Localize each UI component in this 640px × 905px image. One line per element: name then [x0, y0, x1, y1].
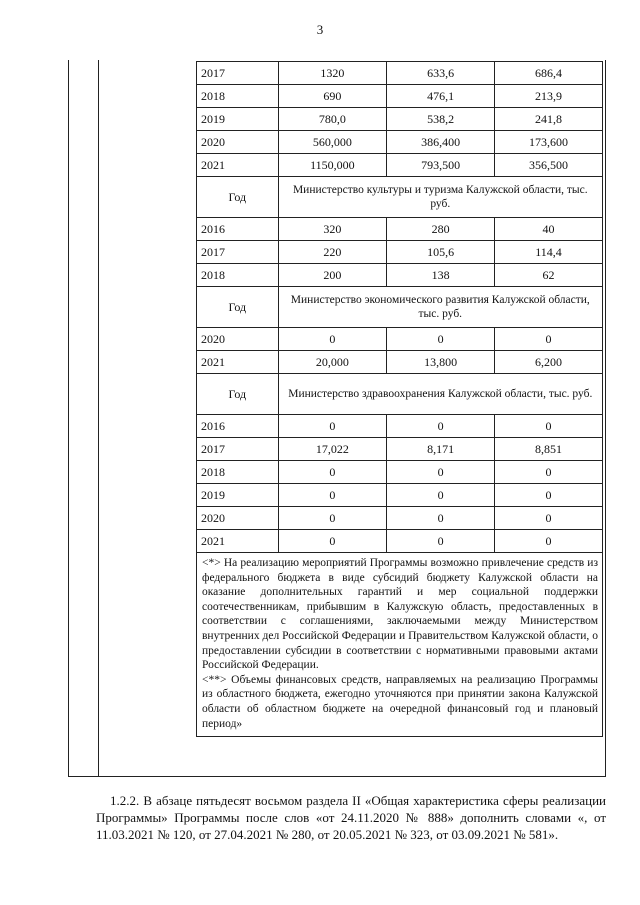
total-cell: 1320 [278, 62, 387, 85]
total-cell: 1150,000 [278, 154, 387, 177]
year-cell: 2021 [197, 530, 279, 553]
total-cell: 0 [278, 461, 387, 484]
year-cell: 2016 [197, 218, 279, 241]
footnote-cell [197, 553, 603, 737]
year-header: Год [197, 177, 279, 218]
amendment-text: 1.2.2. В абзаце пятьдесят восьмом раздела II «Общая характеристика сферы реализации Программы» Программы после слов «от 24.11.2020 № 888» дополнить словами «, от 11.03.2021 № 120, от 27.04.2021 № 280, от 20.05.2021 № 323, от 03.09.2021 № 581». [96, 793, 606, 842]
table-row [197, 507, 603, 530]
federal-cell: 0 [495, 507, 603, 530]
ministry-title: Министерство здравоохранения Калужской области, тыс. руб. [278, 374, 602, 415]
table-row [197, 351, 603, 374]
page-number: 3 [316, 22, 324, 37]
table-row [197, 241, 603, 264]
total-cell: 0 [278, 415, 387, 438]
section-header-row [197, 374, 603, 415]
federal-cell: 40 [495, 218, 603, 241]
table-row [197, 530, 603, 553]
federal-cell: 6,200 [495, 351, 603, 374]
total-cell: 17,022 [278, 438, 387, 461]
regional-cell: 0 [387, 530, 495, 553]
federal-cell: 0 [495, 415, 603, 438]
regional-cell: 0 [387, 328, 495, 351]
federal-cell: 173,600 [495, 131, 603, 154]
year-cell: 2020 [197, 328, 279, 351]
regional-cell: 0 [387, 415, 495, 438]
table-row [197, 154, 603, 177]
year-cell: 2021 [197, 351, 279, 374]
footnote-regional-budget: <**> Объемы финансовых средств, направляемых на реализацию Программы из областного бюджета, ежегодно уточняются при принятии закона Калужской области об областном бюджете на очередной финансовый год и плановый период» [202, 673, 598, 730]
table-row [197, 415, 603, 438]
federal-cell: 114,4 [495, 241, 603, 264]
year-cell: 2021 [197, 154, 279, 177]
total-cell: 560,000 [278, 131, 387, 154]
federal-cell: 62 [495, 264, 603, 287]
federal-cell: 0 [495, 484, 603, 507]
table-row [197, 108, 603, 131]
table-row [197, 264, 603, 287]
total-cell: 0 [278, 507, 387, 530]
year-cell: 2016 [197, 415, 279, 438]
total-cell: 0 [278, 484, 387, 507]
federal-cell: 0 [495, 530, 603, 553]
federal-cell: 0 [495, 328, 603, 351]
regional-cell: 538,2 [387, 108, 495, 131]
regional-cell: 138 [387, 264, 495, 287]
year-cell: 2018 [197, 461, 279, 484]
regional-cell: 0 [387, 461, 495, 484]
total-cell: 690 [278, 85, 387, 108]
table-row [197, 131, 603, 154]
regional-cell: 280 [387, 218, 495, 241]
year-cell: 2017 [197, 438, 279, 461]
federal-cell: 8,851 [495, 438, 603, 461]
federal-cell: 686,4 [495, 62, 603, 85]
footnote-row [197, 553, 603, 737]
ministry-title: Министерство экономического развития Калужской области, тыс. руб. [278, 287, 602, 328]
table-row [197, 328, 603, 351]
total-cell: 200 [278, 264, 387, 287]
regional-cell: 0 [387, 484, 495, 507]
year-cell: 2020 [197, 131, 279, 154]
table-row [197, 85, 603, 108]
table-row [197, 461, 603, 484]
regional-cell: 633,6 [387, 62, 495, 85]
year-header: Год [197, 287, 279, 328]
ministry-title: Министерство культуры и туризма Калужской области, тыс. руб. [278, 177, 602, 218]
federal-cell: 241,8 [495, 108, 603, 131]
year-cell: 2018 [197, 85, 279, 108]
table-row [197, 218, 603, 241]
regional-cell: 8,171 [387, 438, 495, 461]
regional-cell: 13,800 [387, 351, 495, 374]
total-cell: 780,0 [278, 108, 387, 131]
budget-table [196, 61, 603, 737]
federal-cell: 356,500 [495, 154, 603, 177]
regional-cell: 386,400 [387, 131, 495, 154]
section-header-row [197, 287, 603, 328]
total-cell: 220 [278, 241, 387, 264]
regional-cell: 793,500 [387, 154, 495, 177]
regional-cell: 476,1 [387, 85, 495, 108]
section-header-row [197, 177, 603, 218]
outer-table-column-divider [98, 60, 99, 776]
table-row [197, 484, 603, 507]
year-cell: 2019 [197, 108, 279, 131]
year-cell: 2018 [197, 264, 279, 287]
total-cell: 0 [278, 530, 387, 553]
amendment-paragraph [96, 792, 606, 843]
regional-cell: 0 [387, 507, 495, 530]
year-header: Год [197, 374, 279, 415]
footnote-federal-funds: <*> На реализацию мероприятий Программы возможно привлечение средств из федерального бюджета в виде субсидий бюджету Калужской области на оказание дополнительных гарантий и мер социальной поддержки соотечественникам, прибывшим в Калужскую область, предоставленных в соответствии с соглашениями, заключаемыми между Министерством внутренних дел Российской Федерации и Правительством Калужской области, о предоставлении субсидии в соответствии с нормативными правовыми актами Российской Федерации. [202, 557, 598, 672]
total-cell: 20,000 [278, 351, 387, 374]
year-cell: 2019 [197, 484, 279, 507]
regional-cell: 105,6 [387, 241, 495, 264]
total-cell: 320 [278, 218, 387, 241]
total-cell: 0 [278, 328, 387, 351]
table-row [197, 62, 603, 85]
federal-cell: 0 [495, 461, 603, 484]
table-row [197, 438, 603, 461]
federal-cell: 213,9 [495, 85, 603, 108]
year-cell: 2017 [197, 241, 279, 264]
year-cell: 2020 [197, 507, 279, 530]
year-cell: 2017 [197, 62, 279, 85]
